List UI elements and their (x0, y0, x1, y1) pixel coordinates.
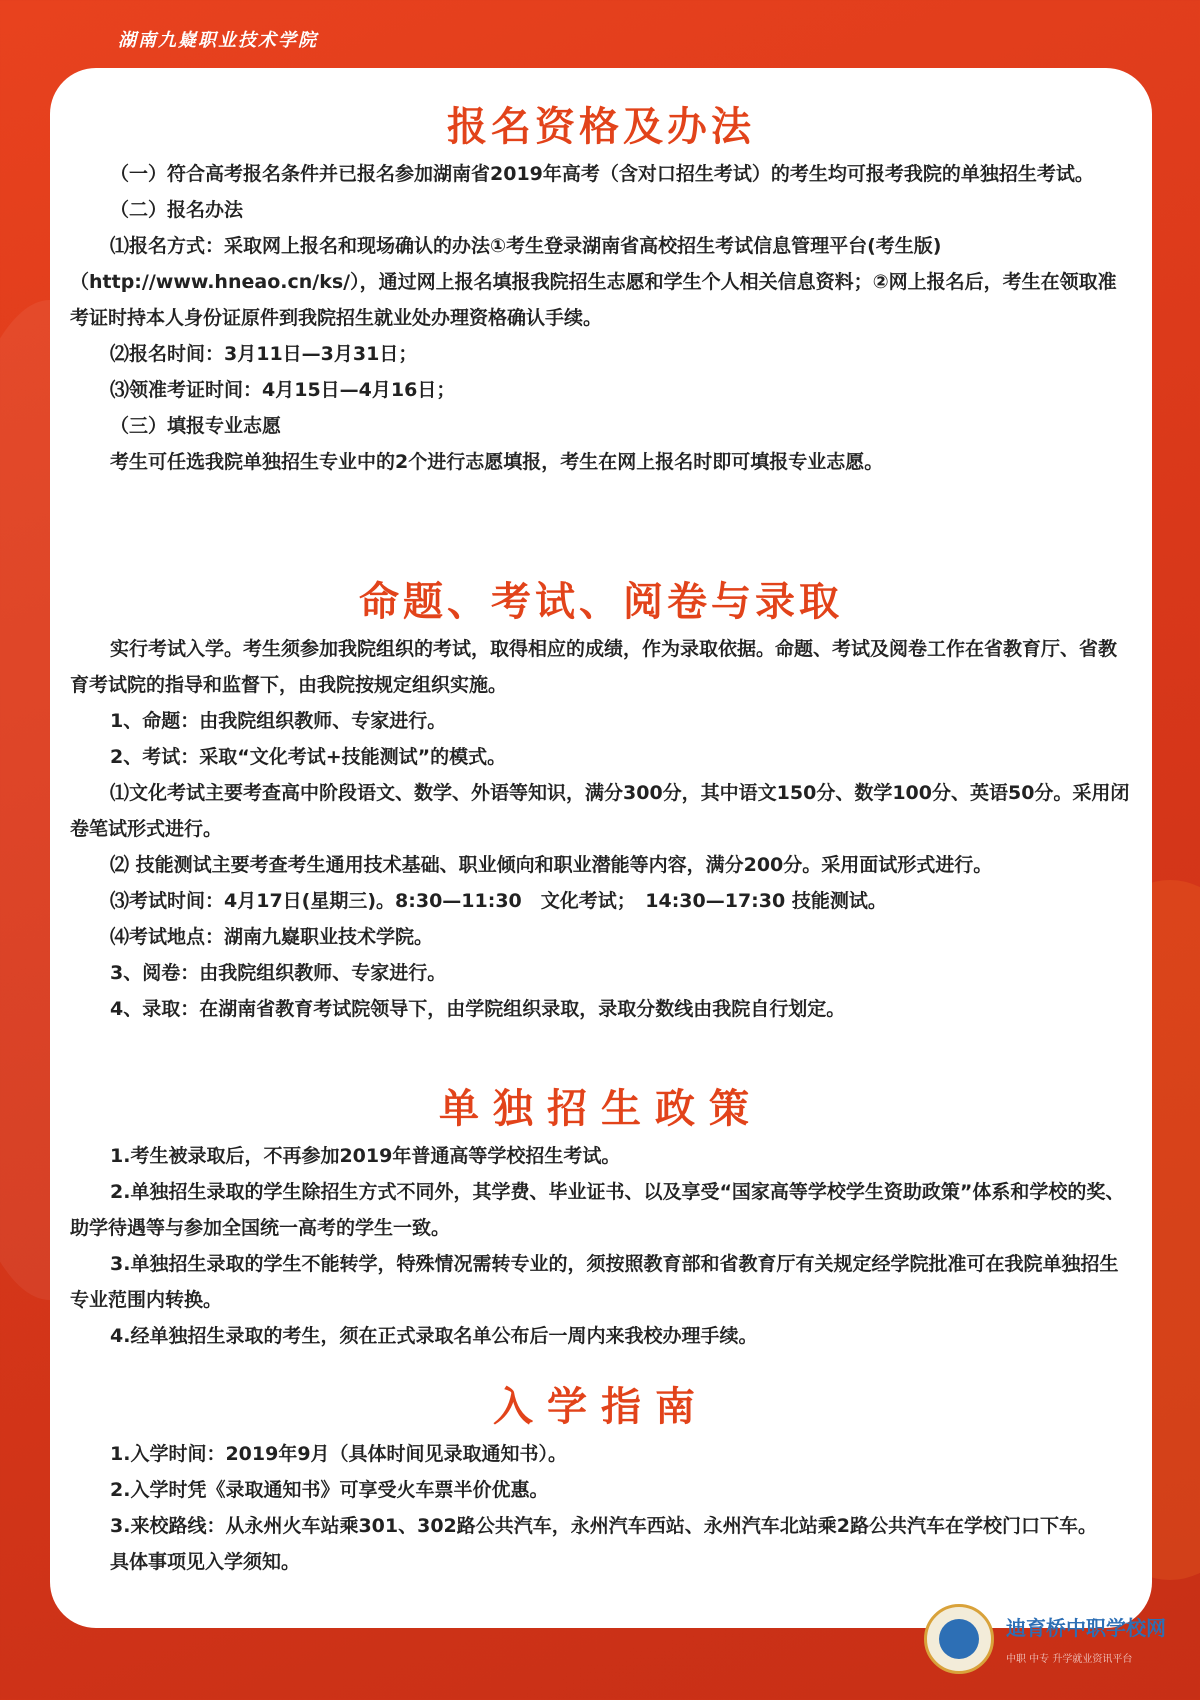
paragraph: 4、录取：在湖南省教育考试院领导下，由学院组织录取，录取分数线由我院自行划定。 (110, 998, 846, 1020)
paragraph: 3.来校路线：从永州火车站乘301、302路公共汽车，永州汽车西站、永州汽车北站乘2路公共汽车在学校门口下车。 (110, 1515, 1097, 1537)
paragraph: 考生可任选我院单独招生专业中的2个进行志愿填报，考生在网上报名时即可填报专业志愿。 (110, 451, 884, 473)
paragraph: 2、考试：采取“文化考试+技能测试”的模式。 (110, 746, 507, 768)
section-enrollment-guide (70, 1370, 1132, 1580)
paragraph: （二）报名办法 (110, 199, 244, 221)
section-title: 单独招生政策 (439, 1085, 763, 1132)
school-name: 湖南九嶷职业技术学院 (118, 30, 318, 51)
paragraph: 1、命题：由我院组织教师、专家进行。 (110, 710, 447, 732)
paragraph: 2.单独招生录取的学生除招生方式不同外，其学费、毕业证书、以及享受“国家高等学校学生资助政策”体系和学校的奖、助学待遇等与参加全国统一高考的学生一致。 (70, 1181, 1125, 1239)
paragraph: 4.经单独招生录取的考生，须在正式录取名单公布后一周内来我校办理手续。 (110, 1325, 758, 1347)
watermark-name: 迪育桥中职学校网 (1006, 1616, 1166, 1640)
watermark-logo (924, 1598, 1174, 1684)
section-title: 报名资格及办法 (447, 103, 755, 150)
paragraph: ⑶考试时间：4月17日(星期三)。8:30—11:30 文化考试； 14:30—17:30 技能测试。 (110, 890, 887, 912)
paragraph: 1.考生被录取后，不再参加2019年普通高等学校招生考试。 (110, 1145, 621, 1167)
paragraph: （三）填报专业志愿 (110, 415, 282, 437)
paragraph: 3、阅卷：由我院组织教师、专家进行。 (110, 962, 447, 984)
section-title: 命题、考试、阅卷与录取 (359, 578, 843, 625)
section-exam (70, 565, 1132, 1027)
section-policy (70, 1072, 1132, 1354)
paragraph: 2.入学时凭《录取通知书》可享受火车票半价优惠。 (110, 1479, 549, 1501)
paragraph: 1.入学时间：2019年9月（具体时间见录取通知书）。 (110, 1443, 568, 1465)
section-registration (70, 90, 1132, 480)
paragraph: ⑶领准考证时间：4月15日—4月16日； (110, 379, 456, 401)
section-title: 入学指南 (493, 1383, 709, 1430)
paragraph: 具体事项见入学须知。 (110, 1551, 301, 1573)
watermark-subtitle: 中职 中专 升学就业资讯平台 (1006, 1654, 1133, 1665)
paragraph: 实行考试入学。考生须参加我院组织的考试，取得相应的成绩，作为录取依据。命题、考试及阅卷工作在省教育厅、省教育考试院的指导和监督下，由我院按规定组织实施。 (70, 638, 1118, 696)
paragraph: ⑴文化考试主要考查高中阶段语文、数学、外语等知识，满分300分，其中语文150分、数学100分、英语50分。采用闭卷笔试形式进行。 (70, 782, 1130, 840)
paragraph: ⑴报名方式：采取网上报名和现场确认的办法①考生登录湖南省高校招生考试信息管理平台(考生版)（http://www.hneao.cn/ks/），通过网上报名填报我院招生志愿和学生个人相关信息资料；②网上报名后，考生在领取准考证时持本人身份证原件到我院招生就业处办理资格确认手续。 (70, 235, 1117, 329)
paragraph: ⑵ 技能测试主要考查考生通用技术基础、职业倾向和职业潜能等内容，满分200分。采用面试形式进行。 (110, 854, 993, 876)
paragraph: ⑷考试地点：湖南九嶷职业技术学院。 (110, 926, 434, 948)
school-emblem-icon (924, 1604, 994, 1674)
paragraph: （一）符合高考报名条件并已报名参加湖南省2019年高考（含对口招生考试）的考生均可报考我院的单独招生考试。 (110, 163, 1094, 185)
paragraph: 3.单独招生录取的学生不能转学，特殊情况需转专业的，须按照教育部和省教育厅有关规定经学院批准可在我院单独招生专业范围内转换。 (70, 1253, 1119, 1311)
paragraph: ⑵报名时间：3月11日—3月31日； (110, 343, 418, 365)
